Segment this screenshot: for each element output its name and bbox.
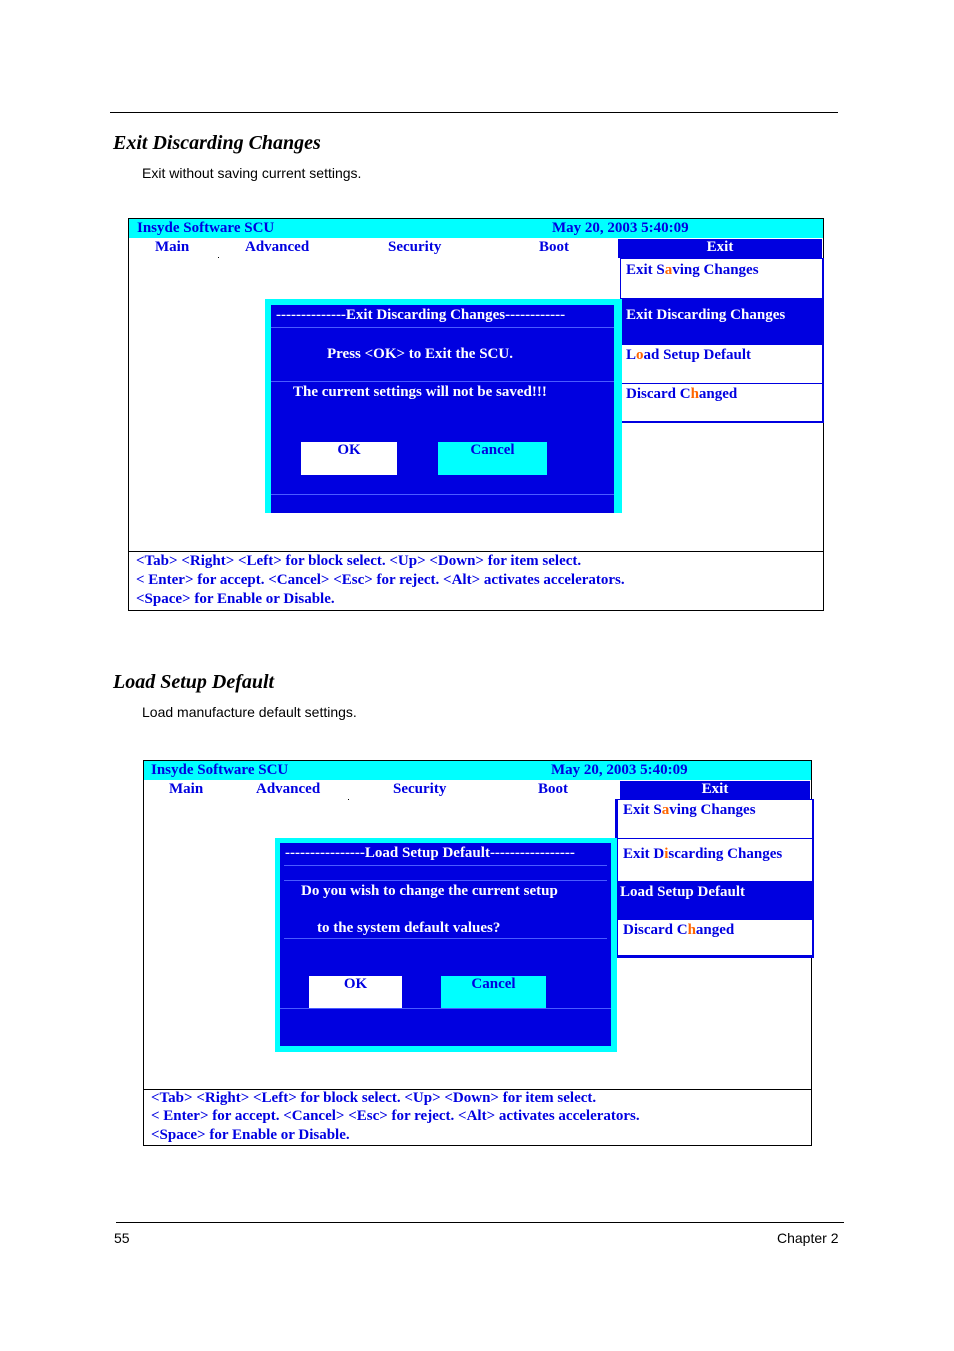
help-bar: [144, 1089, 811, 1146]
tab-advanced[interactable]: Advanced: [256, 781, 321, 797]
dialog-message-1: Do you wish to change the current setup: [301, 883, 558, 899]
tab-exit[interactable]: Exit: [620, 781, 810, 799]
menu-item-exit-discarding[interactable]: Exit Discarding Changes: [621, 299, 822, 345]
tab-boot[interactable]: Boot: [538, 781, 568, 797]
dialog-message-2: to the system default values?: [317, 920, 501, 936]
help-line-2: < Enter> for accept. <Cancel> <Esc> for reject. <Alt> activates accelerators.: [136, 572, 625, 588]
header-rule: [110, 112, 838, 113]
help-line-1: <Tab> <Right> <Left> for block select. <Up> <Down> for item select.: [151, 1090, 597, 1106]
tab-advanced[interactable]: Advanced: [245, 239, 310, 255]
dialog-divider: [271, 381, 614, 382]
dialog-divider: [271, 327, 614, 328]
tab-main[interactable]: Main: [155, 239, 190, 255]
help-line-1: <Tab> <Right> <Left> for block select. <Up> <Down> for item select.: [136, 553, 582, 569]
page-number: 55: [114, 1230, 130, 1246]
dialog-divider: [284, 865, 607, 866]
section-heading-exit-discarding: Exit Discarding Changes: [113, 132, 321, 154]
dialog-divider: [284, 938, 607, 939]
menu-item-discard-changed[interactable]: Discard Changed: [621, 384, 822, 423]
exit-menu: [615, 799, 814, 958]
dialog-divider: [284, 880, 607, 881]
exit-menu: [620, 258, 824, 423]
dialog-title: ----------------Load Setup Default-----------------: [285, 845, 575, 861]
dialog-message-2: The current settings will not be saved!!!: [293, 384, 547, 400]
menu-item-exit-discarding[interactable]: Exit Discarding Changes: [618, 839, 812, 882]
dialog-message-1: Press <OK> to Exit the SCU.: [327, 346, 513, 362]
app-title: Insyde Software SCU: [137, 220, 275, 236]
tab-boot[interactable]: Boot: [539, 239, 569, 255]
scu-screen-load-default: [143, 760, 812, 1146]
app-title: Insyde Software SCU: [151, 762, 289, 778]
confirm-dialog: [280, 843, 611, 1046]
dialog-divider: [280, 1008, 611, 1009]
help-line-3: <Space> for Enable or Disable.: [136, 591, 335, 607]
artifact-dot: [348, 799, 349, 800]
section-description-exit-discarding: Exit without saving current settings.: [142, 165, 362, 181]
help-line-2: < Enter> for accept. <Cancel> <Esc> for reject. <Alt> activates accelerators.: [151, 1108, 640, 1124]
tab-security[interactable]: Security: [388, 239, 442, 255]
menu-item-discard-changed[interactable]: Discard Changed: [618, 920, 812, 957]
menu-item-load-default[interactable]: Load Setup Default: [618, 882, 812, 920]
cancel-button[interactable]: Cancel: [441, 976, 546, 1009]
confirm-dialog: [271, 305, 614, 513]
scu-screen-exit-discarding: [128, 218, 824, 611]
dialog-title: --------------Exit Discarding Changes------------: [276, 307, 566, 323]
menu-item-load-default[interactable]: Load Setup Default: [621, 345, 822, 384]
section-description-load-default: Load manufacture default settings.: [142, 704, 357, 720]
menu-item-exit-saving[interactable]: Exit Saving Changes: [618, 800, 812, 839]
date-time: May 20, 2003 5:40:09: [552, 220, 689, 236]
tab-security[interactable]: Security: [393, 781, 447, 797]
ok-button[interactable]: OK: [301, 442, 397, 475]
section-heading-load-default: Load Setup Default: [113, 671, 275, 693]
cancel-button[interactable]: Cancel: [438, 442, 547, 475]
tab-exit[interactable]: Exit: [618, 239, 822, 258]
help-line-3: <Space> for Enable or Disable.: [151, 1127, 350, 1143]
help-bar: [129, 551, 823, 611]
footer-rule: [116, 1222, 844, 1223]
menu-item-exit-saving[interactable]: Exit Saving Changes: [621, 259, 822, 299]
tab-main[interactable]: Main: [169, 781, 204, 797]
artifact-dot: [218, 257, 219, 258]
dialog-divider: [271, 494, 614, 495]
chapter-label: Chapter 2: [777, 1230, 839, 1246]
ok-button[interactable]: OK: [309, 976, 402, 1009]
date-time: May 20, 2003 5:40:09: [551, 762, 688, 778]
